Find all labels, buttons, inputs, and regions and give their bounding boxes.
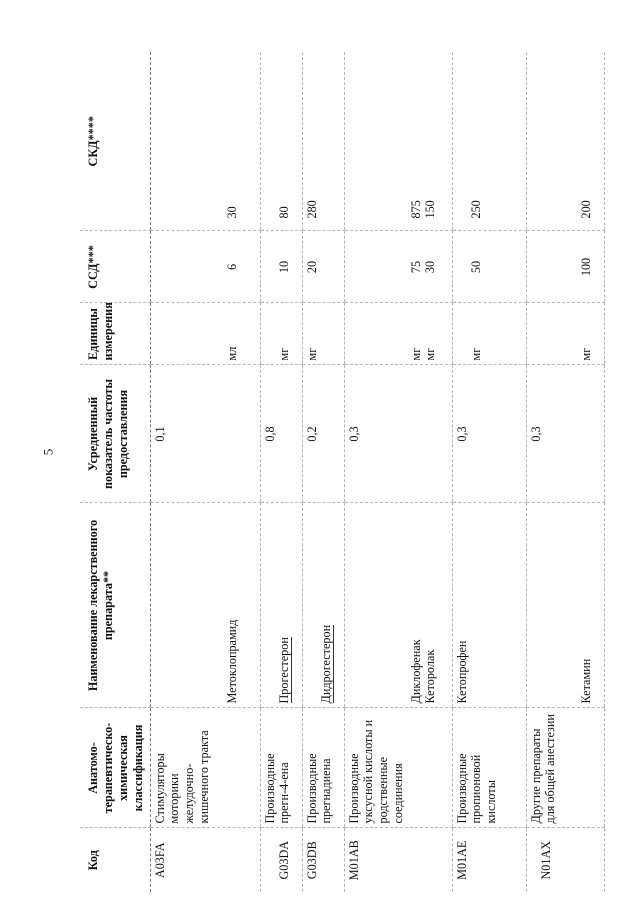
row-code-text: N01AX: [538, 840, 553, 880]
drug-unit: мг: [578, 347, 593, 361]
drug-skd: 200: [578, 200, 593, 219]
row-ssd: [260, 231, 302, 303]
row-code: A03FA: [152, 842, 167, 879]
row-ssd: [452, 231, 526, 303]
drug-ssd: 50: [468, 260, 483, 274]
row-code: [260, 828, 302, 892]
drug-ssd: 6: [224, 263, 239, 271]
header-code: Код: [86, 850, 100, 871]
row-drug: [302, 503, 344, 708]
row-drug: [452, 503, 526, 708]
row-skd: [260, 52, 302, 231]
row-frequency: 0,2: [302, 365, 344, 503]
header-ssd: ССД***: [80, 231, 150, 303]
row-skd: [452, 52, 526, 231]
row-atc: Производные прегнадиена: [302, 708, 344, 828]
drug-skd: 250: [468, 200, 483, 219]
drug-ssd: 10: [276, 260, 291, 274]
row-drug: [150, 503, 260, 708]
drug-unit: мл: [224, 346, 239, 361]
row-skd: 280: [302, 52, 344, 231]
drug-unit: мг: [276, 347, 291, 361]
row-atc: Производные пропионовой кислоты: [452, 708, 526, 828]
drug-ssd: 30: [423, 260, 438, 274]
drug-name: Дидрогестерон: [318, 624, 333, 704]
row-ssd: [344, 231, 452, 303]
row-unit: [526, 303, 604, 365]
row-unit: [344, 303, 452, 365]
row-drug: [526, 503, 604, 708]
rotated-page-content: [80, 52, 635, 892]
drug-name: Прогестерон: [276, 637, 291, 704]
header-drug: Наименование лекарственного препарата**: [80, 503, 150, 708]
row-skd: [150, 52, 260, 231]
drug-skd: 875: [408, 200, 423, 219]
header-frequency: Усредненный показатель частоты предоставления: [80, 365, 150, 503]
row-unit: [260, 303, 302, 365]
header-unit: Единицы измерения: [80, 303, 150, 365]
drug-unit: мг: [408, 347, 423, 361]
row-code: [526, 828, 604, 892]
drug-name: Кетамин: [578, 658, 593, 704]
row-ssd: [526, 231, 604, 303]
row-drug: [344, 503, 452, 708]
row-frequency: 0,3: [452, 365, 526, 503]
drug-name: Метоклопрамид: [224, 619, 239, 704]
row-atc: Производные уксусной кислоты и родственные соединения: [344, 708, 452, 828]
drug-ssd: 75: [408, 260, 423, 274]
row-atc: Стимуляторы моторики желудочно-кишечного тракта: [150, 708, 260, 828]
row-frequency: 0,8: [260, 365, 302, 503]
drug-name: Кетопрофен: [454, 640, 469, 704]
drug-name: Кеторолак: [423, 649, 438, 704]
table-row: [344, 52, 452, 892]
row-atc: Другие препараты для общей анестезии: [526, 708, 604, 828]
row-unit: [150, 303, 260, 365]
row-atc: Производные прегн-4-ена: [260, 708, 302, 828]
table-row: [452, 52, 526, 892]
page-number: 5: [40, 448, 56, 456]
table-row: [260, 52, 302, 892]
row-unit: [452, 303, 526, 365]
table-row: [150, 52, 260, 892]
row-code: G03DB: [304, 841, 319, 880]
row-unit: мг: [302, 303, 344, 365]
row-ssd: 20: [302, 231, 344, 303]
drug-skd: 150: [423, 200, 438, 219]
table-row: [526, 52, 604, 892]
row-skd: [344, 52, 452, 231]
drug-skd: 80: [276, 206, 291, 219]
drug-skd: 30: [224, 206, 239, 219]
row-drug: [260, 503, 302, 708]
row-code: M01AE: [454, 840, 469, 880]
row-code: M01AB: [346, 840, 361, 881]
drug-name: Диклофенак: [408, 639, 423, 704]
header-skd: СКД****: [80, 52, 150, 231]
row-ssd: [150, 231, 260, 303]
table-header-row: [80, 52, 150, 892]
drug-unit: мг: [468, 347, 483, 361]
row-frequency: 0,1: [150, 365, 260, 503]
drug-ssd: 100: [578, 257, 593, 277]
table-row: [302, 52, 344, 892]
drug-unit: мг: [423, 347, 438, 361]
drug-table: [80, 52, 605, 892]
header-atc: Анатомо-терапевтическо-химическая классификация: [80, 708, 150, 828]
row-frequency: 0,3: [344, 365, 452, 503]
row-skd: [526, 52, 604, 231]
row-code-text: G03DA: [276, 840, 291, 880]
row-frequency: 0,3: [526, 365, 604, 503]
